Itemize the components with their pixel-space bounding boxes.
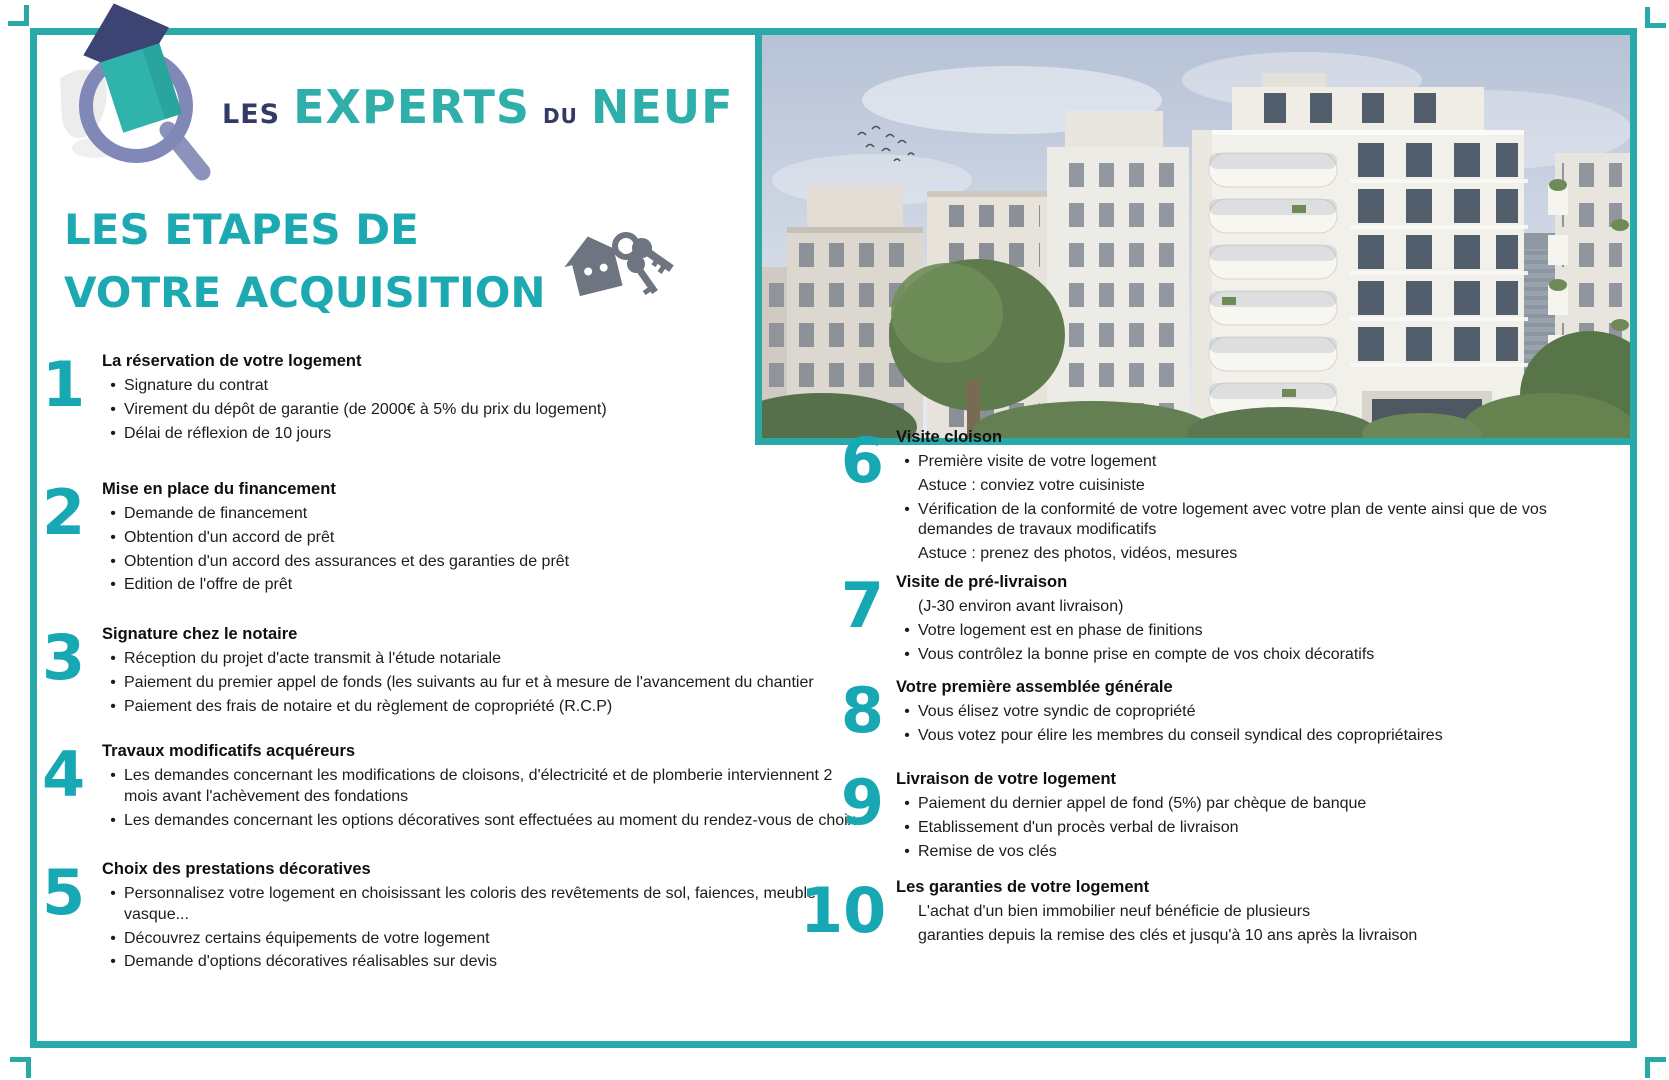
- step-bullet: [102, 376, 870, 397]
- step-heading: Choix des prestations décoratives: [102, 860, 371, 878]
- bullet-icon: •: [904, 842, 910, 860]
- page-title-line2: VOTRE ACQUISITION: [64, 268, 546, 317]
- bullet-icon: •: [904, 726, 910, 744]
- step-item-text: Virement du dépôt de garantie (de 2000€ à 5% du prix du logement): [124, 400, 607, 418]
- step-item-text: Réception du projet d'acte transmit à l'étude notariale: [124, 650, 501, 667]
- step-item-text: Découvrez certains équipements de votre logement: [124, 929, 490, 947]
- step-heading: Travaux modificatifs acquéreurs: [102, 742, 356, 760]
- logo-du: DU: [543, 104, 578, 128]
- step-bullet: [102, 884, 870, 926]
- step-item-text: garanties depuis la remise des clés et jusqu'à 10 ans après la livraison: [918, 926, 1418, 944]
- step-item-text: Votre logement est en phase de finitions: [918, 621, 1203, 639]
- bullet-icon: •: [904, 453, 910, 470]
- step-item-text: Les demandes concernant les options décoratives sont effectuées au moment du rendez-vous de choix: [124, 811, 856, 829]
- corner-mark-top-left: [8, 5, 29, 26]
- step-number: 3: [42, 621, 86, 694]
- step-heading: Visite de pré-livraison: [896, 573, 1068, 591]
- step-6: [800, 424, 1582, 568]
- step-items: [896, 597, 1582, 665]
- step-items: [896, 902, 1582, 947]
- step-item-text: Astuce : prenez des photos, vidéos, mesures: [918, 545, 1238, 563]
- step-heading: Votre première assemblée générale: [896, 678, 1173, 696]
- step-bullet: [896, 726, 1582, 747]
- step-number: 8: [840, 674, 884, 747]
- bullet-icon: •: [110, 811, 116, 829]
- bullet-icon: •: [110, 400, 116, 418]
- step-bullet: [896, 645, 1582, 666]
- logo-wordmark: [222, 80, 734, 134]
- step-item-text: Obtention d'un accord de prêt: [124, 528, 335, 546]
- step-items: [102, 766, 870, 831]
- house-magnifier-icon: [50, 0, 218, 188]
- step-bullet: [896, 794, 1582, 815]
- logo-neuf: NEUF: [590, 80, 734, 134]
- step-number: 1: [42, 348, 86, 421]
- step-item-text: Demande de financement: [124, 505, 308, 522]
- step-items: [102, 376, 870, 444]
- logo-les: LES: [222, 99, 281, 130]
- step-heading: Livraison de votre logement: [896, 770, 1117, 788]
- step-bullet: [102, 929, 870, 950]
- corner-mark-bottom-right: [1645, 1057, 1666, 1078]
- step-heading: Mise en place du financement: [102, 480, 336, 498]
- step-9: [800, 766, 1582, 865]
- step-note: [896, 597, 1582, 618]
- step-item-text: Vous contrôlez la bonne prise en compte de vos choix décoratifs: [918, 645, 1375, 663]
- step-4: [42, 738, 870, 834]
- frame-bottom: [30, 1041, 1637, 1048]
- bullet-icon: •: [110, 552, 116, 570]
- step-5: [42, 856, 870, 976]
- step-bullet: [102, 697, 870, 718]
- step-bullet: [896, 621, 1582, 642]
- step-item-text: Remise de vos clés: [918, 842, 1057, 860]
- corner-mark-bottom-left: [10, 1057, 31, 1078]
- step-item-text: Première visite de votre logement: [918, 453, 1157, 470]
- step-bullet: [102, 504, 870, 525]
- page-title: [64, 198, 546, 324]
- bullet-icon: •: [904, 703, 910, 720]
- step-item-text: Délai de réflexion de 10 jours: [124, 424, 332, 442]
- step-note: [896, 476, 1582, 497]
- bullet-icon: •: [110, 650, 116, 667]
- step-item-text: Les demandes concernant les modifications de cloisons, d'électricité et de plomberie interviennent 2 mois avant l'achèvement des fondations: [124, 767, 833, 805]
- step-bullet: [102, 811, 870, 832]
- step-note: [896, 902, 1582, 923]
- step-item-text: Paiement des frais de notaire et du règlement de copropriété (R.C.P): [124, 697, 613, 715]
- bullet-icon: •: [110, 505, 116, 522]
- step-bullet: [896, 452, 1582, 473]
- building-photo: [755, 28, 1637, 445]
- step-item-text: Astuce : conviez votre cuisiniste: [918, 476, 1145, 494]
- step-heading: Visite cloison: [896, 428, 1003, 446]
- step-number: 6: [840, 424, 884, 497]
- bullet-icon: •: [110, 885, 116, 902]
- step-item-text: Paiement du premier appel de fonds (les suivants au fur et à mesure de l'avancement du chantier: [124, 673, 814, 691]
- step-3: [42, 621, 870, 720]
- step-item-text: Vous élisez votre syndic de copropriété: [918, 703, 1196, 720]
- bullet-icon: •: [110, 424, 116, 442]
- step-item-text: L'achat d'un bien immobilier neuf bénéficie de plusieurs: [918, 903, 1311, 920]
- step-item-text: Personnalisez votre logement en choisissant les coloris des revêtements de sol, faiences, meuble vasque...: [124, 885, 816, 923]
- step-heading: Les garanties de votre logement: [896, 878, 1150, 896]
- step-bullet: [896, 702, 1582, 723]
- step-bullet: [102, 400, 870, 421]
- step-items: [896, 794, 1582, 862]
- step-8: [800, 674, 1582, 750]
- step-number: 2: [42, 476, 86, 549]
- step-number: 5: [42, 856, 86, 929]
- step-bullet: [102, 552, 870, 573]
- step-7: [800, 569, 1582, 668]
- step-bullet: [896, 500, 1582, 542]
- step-bullet: [896, 818, 1582, 839]
- bullet-icon: •: [110, 528, 116, 546]
- step-item-text: Vérification de la conformité de votre logement avec votre plan de vente ainsi que de vos demandes de travaux modificatifs: [918, 500, 1547, 539]
- bullet-icon: •: [904, 645, 910, 663]
- step-item-text: Signature du contrat: [124, 377, 269, 394]
- step-item-text: Demande d'options décoratives réalisables sur devis: [124, 953, 498, 971]
- step-item-text: Edition de l'offre de prêt: [124, 576, 293, 594]
- step-items: [896, 702, 1582, 747]
- bullet-icon: •: [904, 621, 910, 639]
- step-items: [896, 452, 1582, 565]
- logo-experts: EXPERTS: [293, 80, 530, 134]
- step-number: 10: [800, 874, 887, 947]
- bullet-icon: •: [904, 818, 910, 836]
- step-2: [42, 476, 870, 599]
- bullet-icon: •: [110, 953, 116, 971]
- bullet-icon: •: [904, 795, 910, 812]
- frame-left: [30, 28, 37, 1048]
- step-note: [896, 544, 1582, 565]
- step-number: 9: [840, 766, 884, 839]
- bullet-icon: •: [110, 377, 116, 394]
- bullet-icon: •: [110, 697, 116, 715]
- corner-mark-top-right: [1645, 7, 1666, 28]
- bullet-icon: •: [904, 500, 910, 518]
- step-10: [800, 874, 1582, 950]
- step-bullet: [102, 766, 870, 808]
- step-items: [102, 884, 870, 973]
- step-note: [896, 926, 1582, 947]
- step-number: 7: [840, 569, 884, 642]
- step-bullet: [896, 842, 1582, 863]
- step-heading: La réservation de votre logement: [102, 352, 362, 370]
- step-bullet: [102, 673, 870, 694]
- step-1: [42, 348, 870, 447]
- bullet-icon: •: [110, 767, 116, 784]
- step-item-text: Paiement du dernier appel de fond (5%) par chèque de banque: [918, 795, 1367, 812]
- step-item-text: Etablissement d'un procès verbal de livraison: [918, 818, 1239, 836]
- step-item-text: Obtention d'un accord des assurances et des garanties de prêt: [124, 552, 570, 570]
- bullet-icon: •: [110, 673, 116, 691]
- step-bullet: [102, 424, 870, 445]
- step-heading: Signature chez le notaire: [102, 625, 298, 643]
- bullet-icon: •: [110, 576, 116, 594]
- step-items: [102, 504, 870, 596]
- bullet-icon: •: [110, 929, 116, 947]
- step-number: 4: [42, 738, 86, 811]
- step-bullet: [102, 528, 870, 549]
- house-keys-icon: [556, 220, 678, 316]
- step-item-text: (J-30 environ avant livraison): [918, 598, 1124, 615]
- step-bullet: [102, 952, 870, 973]
- step-item-text: Vous votez pour élire les membres du conseil syndical des copropriétaires: [918, 726, 1443, 744]
- step-bullet: [102, 649, 870, 670]
- step-bullet: [102, 575, 870, 596]
- page-title-line1: LES ETAPES DE: [64, 205, 419, 254]
- step-items: [102, 649, 870, 717]
